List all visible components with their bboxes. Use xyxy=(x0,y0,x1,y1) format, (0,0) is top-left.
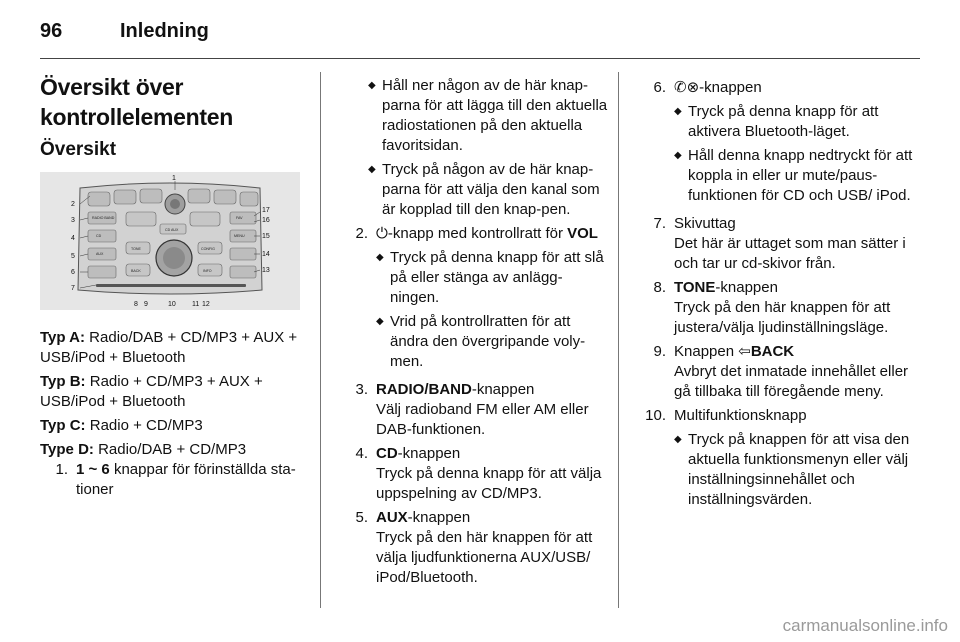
callout-6: 6 xyxy=(71,269,75,276)
panel-label-fav: FAV xyxy=(236,216,243,220)
callout-2: 2 xyxy=(71,201,75,208)
callout-16: 16 xyxy=(262,217,270,224)
bullet-item: ◆ Håll denna knapp nedtryckt för att koppla in eller ur mute/paus-funktionen för CD och USB/ iPod. xyxy=(674,146,928,206)
callout-12: 12 xyxy=(202,301,210,308)
column-divider-2 xyxy=(618,72,619,608)
list-item-2: 2. ⏻-knapp med kontrollratt för VOL ◆ Tryck på denna knapp för att slå på eller stänga av anlägg-ningen. ◆ Vrid på kontrollratten för att ändra den övergripande voly-men. xyxy=(340,224,608,376)
list-item-1: 1. 1 ~ 6 knappar för förinställda sta-tioner xyxy=(55,461,296,498)
panel-label-menu: MENU xyxy=(234,234,245,238)
callout-8: 8 xyxy=(134,301,138,308)
panel-label-cd: CD xyxy=(96,234,102,238)
panel-label-config: CONFIG xyxy=(201,247,215,251)
panel-label-info: INFO xyxy=(203,269,212,273)
bullet-item: ◆ Tryck på någon av de här knap-parna för att välja den kanal som är kopplad till den knap-pen. xyxy=(368,160,608,220)
bullet-item: ◆ Håll ner någon av de här knap-parna för att lägga till den aktuella radiostationen på den aktuella favoritsidan. xyxy=(368,76,608,156)
callout-11: 11 xyxy=(192,301,200,308)
column-3 xyxy=(638,72,928,518)
control-panel-illustration xyxy=(40,172,300,310)
list-item-3: 3. RADIO/BAND-knappen Välj radioband FM eller AM eller DAB-funktionen. xyxy=(355,381,589,438)
power-icon: ⏻ xyxy=(376,225,388,242)
column-2 xyxy=(340,72,608,592)
control-panel-diagram xyxy=(40,172,300,310)
section-subtitle: Översikt xyxy=(40,139,117,160)
callout-5: 5 xyxy=(71,253,75,260)
type-b: Typ B: Radio + CD/MP3 + AUX + USB/iPod + Bluetooth xyxy=(40,373,263,410)
callout-3: 3 xyxy=(71,217,75,224)
column-1 xyxy=(40,72,308,504)
list-item-9: 9. Knappen ⇦BACK Avbryt det inmatade innehållet eller gå tillbaka till föregående meny. xyxy=(653,343,909,400)
list-item-5: 5. AUX-knappen Tryck på den här knappen för att välja ljudfunktionerna AUX/USB/ iPod/Bluetooth. xyxy=(355,509,593,586)
list-item-4: 4. CD-knappen Tryck på denna knapp för att välja uppspelning av CD/MP3. xyxy=(355,445,602,502)
callout-9: 9 xyxy=(144,301,148,308)
list-item-8: 8. TONE-knappen Tryck på den här knappen för att justera/välja ljudinställningsläge. xyxy=(653,279,891,336)
page-number: 96 xyxy=(40,20,63,42)
header-rule xyxy=(40,58,920,59)
list-item-6: 6. ✆⊗-knappen ◆ Tryck på denna knapp för att aktivera Bluetooth-läget. ◆ Håll denna knapp nedtryckt för att koppla in eller ur mute/paus-funktionen för CD och USB/ iPod. xyxy=(638,78,928,210)
list-item-10: 10. Multifunktionsknapp ◆ Tryck på knappen för att visa den aktuella funktionsmenyn eller välj inställningsinnehållet och inställningsvärden. xyxy=(638,406,928,514)
callout-15: 15 xyxy=(262,233,270,240)
section-title: Översikt över kontrollelementen xyxy=(40,74,233,130)
page-header xyxy=(40,20,920,60)
bullet-item: ◆ Tryck på denna knapp för att aktivera Bluetooth-läget. xyxy=(674,102,928,142)
list-item-7: 7. Skivuttag Det här är uttaget som man sätter i och tar ur cd-skivor från. xyxy=(653,215,906,272)
chapter-title: Inledning xyxy=(120,20,209,42)
panel-label-aux: AUX xyxy=(96,252,104,256)
type-d: Type D: Radio/DAB + CD/MP3 xyxy=(40,441,247,458)
panel-label-cd-aux: CD AUX xyxy=(165,228,179,232)
bullet-item: ◆ Tryck på denna knapp för att slå på eller stänga av anlägg-ningen. xyxy=(376,248,608,308)
callout-7: 7 xyxy=(71,285,75,292)
watermark: carmanualsonline.info xyxy=(782,616,948,635)
type-c: Typ C: Radio + CD/MP3 xyxy=(40,417,203,434)
column-divider-1 xyxy=(320,72,321,608)
phone-mute-icon: ✆⊗ xyxy=(674,79,700,96)
back-arrow-icon: ⇦ xyxy=(738,343,751,360)
callout-10: 10 xyxy=(168,301,176,308)
panel-label-radio-band: RADIO BAND xyxy=(92,216,115,220)
bullet-item: ◆ Tryck på knappen för att visa den aktuella funktionsmenyn eller välj inställningsinnehållet och inställningsvärden. xyxy=(674,430,928,510)
callout-14: 14 xyxy=(262,251,270,258)
panel-label-back: BACK xyxy=(131,269,141,273)
callout-13: 13 xyxy=(262,267,270,274)
panel-label-tone: TONE xyxy=(131,247,141,251)
callout-4: 4 xyxy=(71,235,75,242)
type-a: Typ A: Radio/DAB + CD/MP3 + AUX + USB/iPod + Bluetooth xyxy=(40,329,298,366)
callout-1: 1 xyxy=(172,175,176,182)
bullet-item: ◆ Vrid på kontrollratten för att ändra den övergripande voly-men. xyxy=(376,312,608,372)
callout-17: 17 xyxy=(262,207,270,214)
